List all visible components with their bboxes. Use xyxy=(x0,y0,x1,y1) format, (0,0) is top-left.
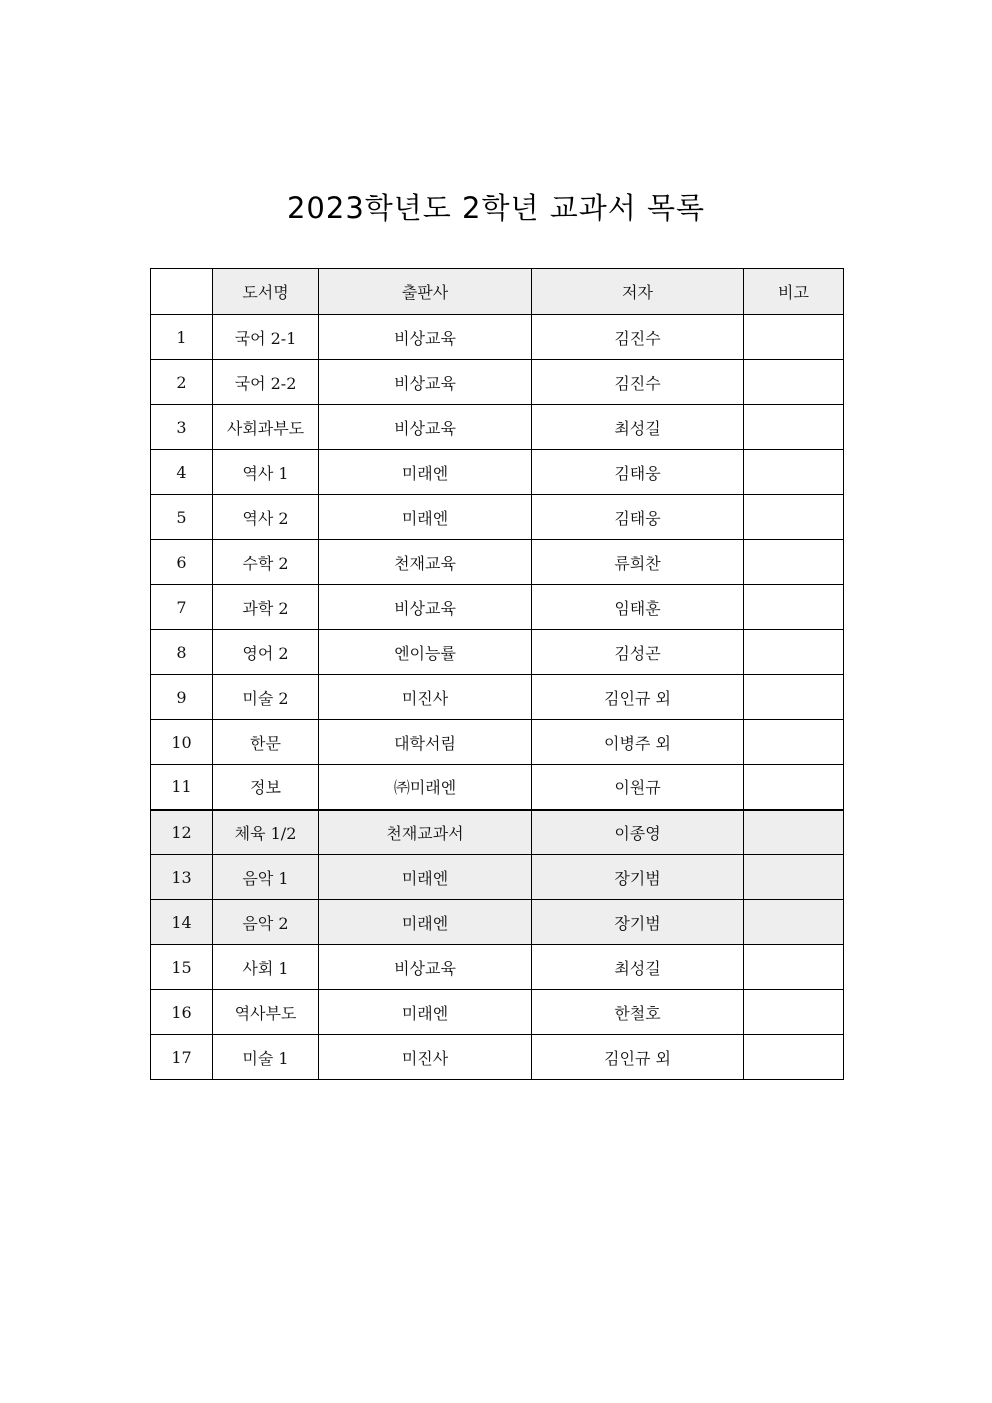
note xyxy=(744,945,844,990)
table-row xyxy=(151,855,844,900)
book-name: 체육 1/2 xyxy=(213,810,319,855)
publisher: 미래엔 xyxy=(319,990,532,1035)
note xyxy=(744,990,844,1035)
note xyxy=(744,1035,844,1080)
publisher: 미래엔 xyxy=(319,900,532,945)
author: 류희찬 xyxy=(532,540,744,585)
author: 이원규 xyxy=(532,765,744,810)
publisher: 비상교육 xyxy=(319,945,532,990)
book-name: 국어 2-2 xyxy=(213,360,319,405)
author: 김성곤 xyxy=(532,630,744,675)
table-row xyxy=(151,495,844,540)
row-number: 11 xyxy=(151,765,213,810)
table-row xyxy=(151,990,844,1035)
author: 김인규 외 xyxy=(532,1035,744,1080)
author: 임태훈 xyxy=(532,585,744,630)
row-number: 1 xyxy=(151,315,213,360)
header-author: 저자 xyxy=(532,269,744,315)
table-row xyxy=(151,1035,844,1080)
header-number xyxy=(151,269,213,315)
row-number: 4 xyxy=(151,450,213,495)
note xyxy=(744,675,844,720)
author: 장기범 xyxy=(532,855,744,900)
row-number: 6 xyxy=(151,540,213,585)
book-name: 음악 2 xyxy=(213,900,319,945)
table-row xyxy=(151,720,844,765)
note xyxy=(744,585,844,630)
note xyxy=(744,450,844,495)
author: 최성길 xyxy=(532,945,744,990)
header-note: 비고 xyxy=(744,269,844,315)
note xyxy=(744,720,844,765)
table-row xyxy=(151,360,844,405)
table-row xyxy=(151,405,844,450)
header-row xyxy=(151,269,844,315)
book-name: 정보 xyxy=(213,765,319,810)
note xyxy=(744,900,844,945)
table-row xyxy=(151,765,844,810)
table-row xyxy=(151,900,844,945)
book-name: 국어 2-1 xyxy=(213,315,319,360)
book-name: 역사부도 xyxy=(213,990,319,1035)
author: 김진수 xyxy=(532,315,744,360)
row-number: 15 xyxy=(151,945,213,990)
publisher: 미래엔 xyxy=(319,450,532,495)
publisher: 엔이능률 xyxy=(319,630,532,675)
table-row xyxy=(151,585,844,630)
book-name: 영어 2 xyxy=(213,630,319,675)
publisher: 비상교육 xyxy=(319,315,532,360)
header-publisher: 출판사 xyxy=(319,269,532,315)
book-name: 과학 2 xyxy=(213,585,319,630)
row-number: 5 xyxy=(151,495,213,540)
book-name: 사회과부도 xyxy=(213,405,319,450)
row-number: 9 xyxy=(151,675,213,720)
publisher: 미진사 xyxy=(319,675,532,720)
note xyxy=(744,405,844,450)
table-row xyxy=(151,450,844,495)
publisher: 미래엔 xyxy=(319,495,532,540)
note xyxy=(744,630,844,675)
publisher: 미진사 xyxy=(319,1035,532,1080)
page-title: 2023학년도 2학년 교과서 목록 xyxy=(286,191,706,225)
book-name: 미술 1 xyxy=(213,1035,319,1080)
table-row xyxy=(151,630,844,675)
author: 이병주 외 xyxy=(532,720,744,765)
publisher: 비상교육 xyxy=(319,585,532,630)
row-number: 7 xyxy=(151,585,213,630)
row-number: 10 xyxy=(151,720,213,765)
table-row xyxy=(151,945,844,990)
publisher: 비상교육 xyxy=(319,405,532,450)
table-row xyxy=(151,675,844,720)
publisher: 미래엔 xyxy=(319,855,532,900)
author: 김인규 외 xyxy=(532,675,744,720)
author: 최성길 xyxy=(532,405,744,450)
author: 장기범 xyxy=(532,900,744,945)
book-name: 역사 1 xyxy=(213,450,319,495)
row-number: 17 xyxy=(151,1035,213,1080)
table-row xyxy=(151,315,844,360)
row-number: 8 xyxy=(151,630,213,675)
publisher: 대학서림 xyxy=(319,720,532,765)
row-number: 3 xyxy=(151,405,213,450)
publisher: 천재교육 xyxy=(319,540,532,585)
publisher: ㈜미래엔 xyxy=(319,765,532,810)
book-name: 한문 xyxy=(213,720,319,765)
publisher: 비상교육 xyxy=(319,360,532,405)
author: 김진수 xyxy=(532,360,744,405)
row-number: 16 xyxy=(151,990,213,1035)
note xyxy=(744,315,844,360)
table-row xyxy=(151,810,844,855)
book-name: 수학 2 xyxy=(213,540,319,585)
note xyxy=(744,360,844,405)
book-name: 미술 2 xyxy=(213,675,319,720)
row-number: 2 xyxy=(151,360,213,405)
textbook-table xyxy=(150,268,844,1080)
note xyxy=(744,855,844,900)
note xyxy=(744,765,844,810)
author: 김태웅 xyxy=(532,495,744,540)
row-number: 14 xyxy=(151,900,213,945)
book-name: 역사 2 xyxy=(213,495,319,540)
publisher: 천재교과서 xyxy=(319,810,532,855)
book-name: 음악 1 xyxy=(213,855,319,900)
author: 한철호 xyxy=(532,990,744,1035)
book-name: 사회 1 xyxy=(213,945,319,990)
note xyxy=(744,540,844,585)
row-number: 13 xyxy=(151,855,213,900)
note xyxy=(744,810,844,855)
note xyxy=(744,495,844,540)
author: 김태웅 xyxy=(532,450,744,495)
table-row xyxy=(151,540,844,585)
header-book-name: 도서명 xyxy=(213,269,319,315)
author: 이종영 xyxy=(532,810,744,855)
row-number: 12 xyxy=(151,810,213,855)
